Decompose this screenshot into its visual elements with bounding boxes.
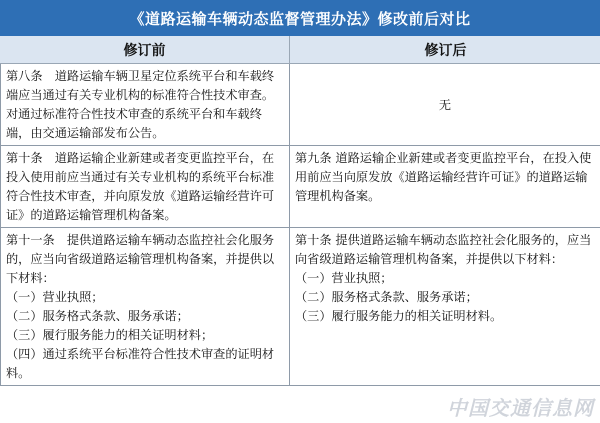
cell-after [290,228,600,386]
clause-text: 无 [438,97,452,112]
clause-text: 第十一条 提供道路运输车辆动态监控社会化服务的，应当向省级道路运输管理机构备案，并提供以下材料： [6,233,275,285]
cell-after [290,146,600,228]
table-header [0,36,600,64]
clause-item: （二）服务格式条款、服务承诺； [295,290,478,304]
clause-item: （一）营业执照； [6,290,104,304]
cell-before [1,146,290,228]
clause-item: （四）通过系统平台标准符合性技术审查的证明材料。 [6,347,275,380]
comparison-table [0,64,600,386]
header-after: 修订后 [424,42,467,59]
clause-text: 第十条 道路运输企业新建或者变更监控平台，在投入使用前应当通过有关专业机构的系统平台标准符合性技术审查，并向原发放《道路运输经营许可证》的道路运输管理机构备案。 [6,151,275,222]
table-row [1,64,600,146]
table-row [1,228,600,386]
clause-item: （三）履行服务能力的相关证明材料； [6,328,214,342]
watermark-logo: 中国交通信息网 [447,396,594,420]
clause-text: 第九条 道路运输企业新建或者变更监控平台，在投入使用前应当向原发放《道路运输经营许可证》的道路运输管理机构备案。 [295,151,592,203]
table-row [1,146,600,228]
cell-before [1,228,290,386]
cell-before [1,64,290,146]
header-before: 修订前 [0,36,290,63]
clause-item: （一）营业执照； [295,271,393,285]
cell-after [290,64,600,146]
clause-text: 第八条 道路运输车辆卫星定位系统平台和车载终端应当通过有关专业机构的标准符合性技术审查。对通过标准符合性技术审查的系统平台和车载终端，由交通运输部发布公告。 [6,69,275,140]
clause-text: 第十条 提供道路运输车辆动态监控社会化服务的，应当向省级道路运输管理机构备案，并提供以下材料： [295,233,592,266]
page-title: 《道路运输车辆动态监督管理办法》修改前后对比 [0,0,600,36]
clause-item: （二）服务格式条款、服务承诺； [6,309,189,323]
clause-item: （三）履行服务能力的相关证明材料。 [295,309,503,323]
